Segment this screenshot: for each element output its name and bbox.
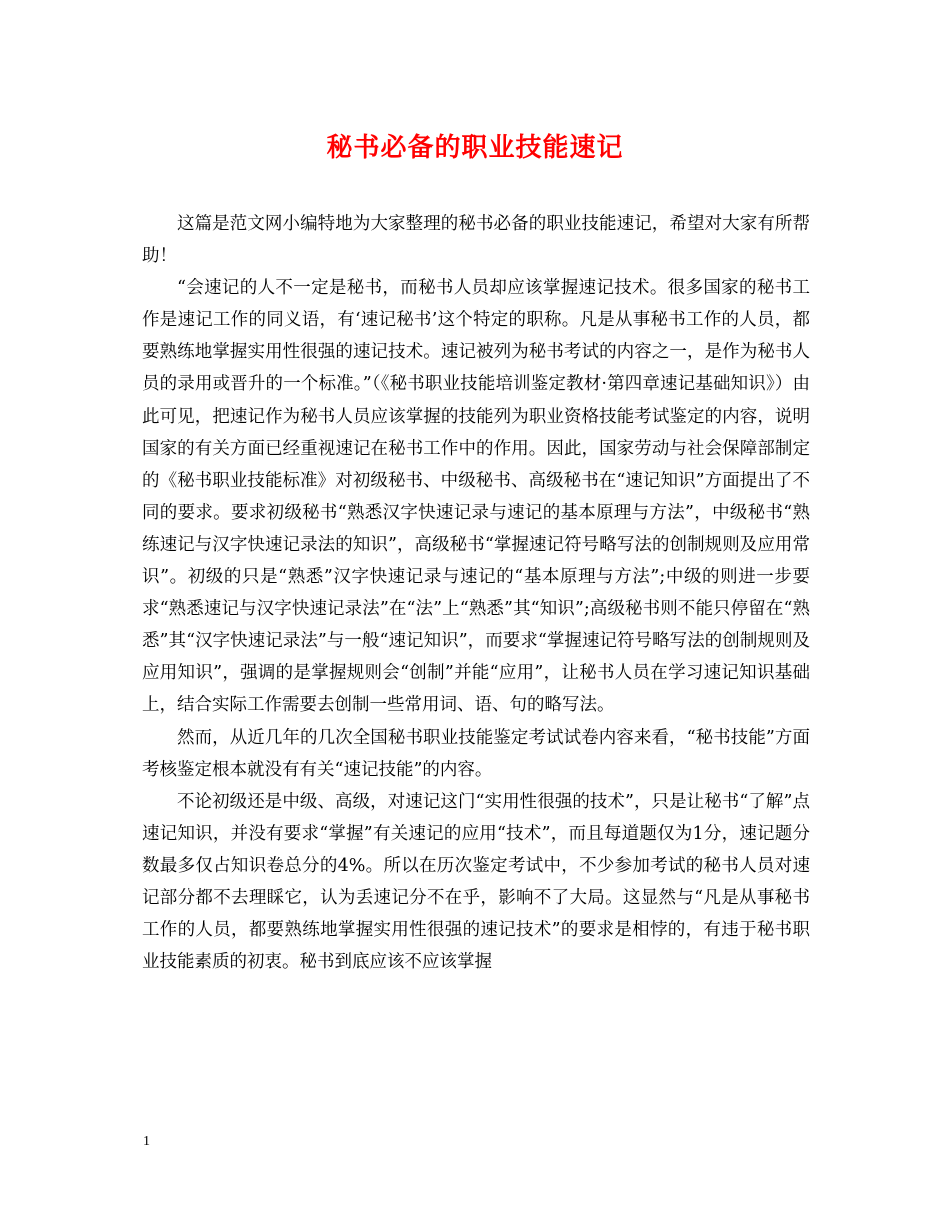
paragraph-levels: 不论初级还是中级、高级，对速记这门“实用性很强的技术”，只是让秘书“了解”点速记知识，并没有要求“掌握”有关速记的应用“技术”，而且每道题仅为1分，速记题分数最多仅占知识卷总分的4%。所以在历次鉴定考试中，不少参加考试的秘书人员对速记部分都不去理睬它，认为丢速记分不在乎，影响不了大局。这显然与“凡是从事秘书工作的人员，都要熟练地掌握实用性很强的速记技术”的要求是相悖的，有违于秘书职业技能素质的初衷。秘书到底应该不应该掌握 — [142, 791, 810, 973]
document-body — [142, 208, 810, 978]
paragraph-quote: “会速记的人不一定是秘书，而秘书人员却应该掌握速记技术。很多国家的秘书工作是速记工作的同义语，有‘速记秘书’这个特定的职称。凡是从事秘书工作的人员，都要熟练地掌握实用性很强的速记技术。速记被列为秘书考试的内容之一，是作为秘书人员的录用或晋升的一个标准。”（《秘书职业技能培训鉴定教材·第四章速记基础知识》）由此可见，把速记作为秘书人员应该掌握的技能列为职业资格技能考试鉴定的内容，说明国家的有关方面已经重视速记在秘书工作中的作用。因此，国家劳动与社会保障部制定的《秘书职业技能标准》对初级秘书、中级秘书、高级秘书在“速记知识”方面提出了不同的要求。要求初级秘书“熟悉汉字快速记录与速记的基本原理与方法”，中级秘书“熟练速记与汉字快速记录法的知识”，高级秘书“掌握速记符号略写法的创制规则及应用常识”。初级的只是“熟悉”汉字快速记录与速记的“基本原理与方法”;中级的则进一步要求“熟悉速记与汉字快速记录法”在“法”上“熟悉”其“知识”;高级秘书则不能只停留在“熟悉”其“汉字快速记录法”与一般“速记知识”，而要求“掌握速记符号略写法的创制规则及应用知识”，强调的是掌握规则会“创制”并能“应用”，让秘书人员在学习速记知识基础上，结合实际工作需要去创制一些常用词、语、句的略写法。 — [142, 278, 810, 716]
paragraph-however: 然而，从近几年的几次全国秘书职业技能鉴定考试试卷内容来看，“秘书技能”方面考核鉴定根本就没有有关“速记技能”的内容。 — [142, 727, 810, 780]
page-number: 1 — [143, 1134, 150, 1149]
document-title: 秘书必备的职业技能速记 — [326, 133, 624, 163]
paragraph-intro: 这篇是范文网小编特地为大家整理的秘书必备的职业技能速记，希望对大家有所帮助！ — [142, 214, 810, 267]
